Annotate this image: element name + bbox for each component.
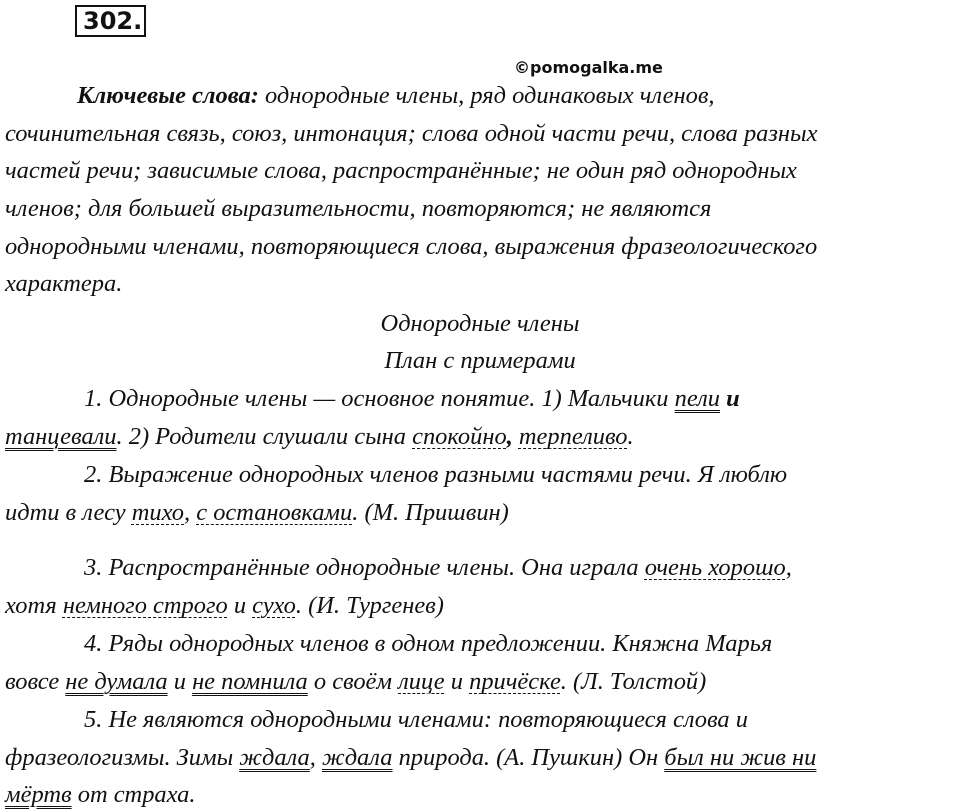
text-span: , — [785, 554, 792, 581]
underlined-word: очень хорошо — [644, 554, 786, 581]
text-span: , — [184, 499, 197, 526]
text-span: хотя — [5, 592, 63, 619]
text-span: природа. (А. Пушкин) Он — [392, 744, 665, 771]
keywords-label: Ключевые слова: — [77, 82, 259, 109]
underlined-word: спокойно — [412, 423, 507, 450]
plan-item-3-line-1 — [84, 554, 960, 582]
underlined-word: терпеливо — [518, 423, 628, 450]
text-span: вовсе — [5, 668, 66, 695]
text-span: . 2) Родители слушали сына — [116, 423, 413, 450]
underlined-word: мёртв — [5, 781, 72, 808]
text-span: , — [309, 744, 322, 771]
keywords-line-3: частей речи; зависимые слова, распространённые; не один ряд однородных — [5, 157, 797, 184]
underlined-word: не помнила — [192, 668, 308, 695]
underlined-word: с остановками — [196, 499, 353, 526]
plan-item-2-line-2 — [5, 499, 960, 527]
text-span: от страха. — [71, 781, 196, 808]
text-span: фразеологизмы. Зимы — [5, 744, 240, 771]
keywords-line-5: однородными членами, повторяющиеся слова, выражения фразеологического — [5, 233, 818, 260]
text-span: . (Л. Толстой) — [560, 668, 707, 695]
keywords-line-2: сочинительная связь, союз, интонация; слова одной части речи, слова разных — [5, 120, 818, 147]
text-span: и — [444, 668, 470, 695]
underlined-word: не думала — [65, 668, 168, 695]
text-span: и — [227, 592, 253, 619]
underlined-word: ждала — [239, 744, 310, 771]
plan-item-1-line-1 — [84, 385, 960, 413]
comma: , — [506, 423, 513, 450]
watermark: ©pomogalka.me — [514, 58, 663, 77]
conjunction: и — [726, 385, 740, 412]
text-span: идти в лесу — [5, 499, 132, 526]
text-span: . — [627, 423, 634, 450]
plan-item-4-line-2 — [5, 668, 960, 696]
underlined-word: причёске — [469, 668, 561, 695]
keywords-line-6: характера. — [5, 270, 123, 297]
text-span: 3. Распространённые однородные члены. Она играла — [84, 554, 645, 581]
keywords-text: однородные члены, ряд одинаковых членов, — [258, 82, 715, 109]
plan-item-1-line-2 — [5, 423, 960, 451]
plan-item-4-line-1: 4. Ряды однородных членов в одном предложении. Княжна Марья — [84, 630, 773, 657]
text-span: . (М. Пришвин) — [352, 499, 509, 526]
plan-item-3-line-2 — [5, 592, 960, 620]
text-span: . (И. Тургенев) — [295, 592, 444, 619]
heading-title: Однородные члены — [380, 310, 580, 337]
underlined-word: сухо — [252, 592, 296, 619]
plan-item-2-line-1: 2. Выражение однородных членов разными частями речи. Я люблю — [84, 461, 788, 488]
text-span: о своём — [307, 668, 399, 695]
plan-item-5-line-1: 5. Не являются однородными членами: повторяющиеся слова и — [84, 706, 748, 733]
underlined-word: был ни жив ни — [664, 744, 817, 771]
plan-item-5-line-3 — [5, 781, 960, 809]
underlined-word: ждала — [321, 744, 393, 771]
exercise-number: 302. — [75, 5, 146, 37]
text-span: 1. Однородные члены — основное понятие. 1) Мальчики — [84, 385, 675, 412]
underlined-word: лице — [398, 668, 445, 695]
keywords-line-1 — [77, 82, 960, 110]
underlined-word: тихо — [131, 499, 185, 526]
underlined-word: немного строго — [62, 592, 228, 619]
text-span: и — [167, 668, 193, 695]
keywords-line-4: членов; для большей выразительности, повторяются; не являются — [5, 195, 712, 222]
heading-subtitle: План с примерами — [384, 347, 576, 374]
underlined-word: танцевали — [5, 423, 117, 450]
underlined-word: пели — [674, 385, 720, 412]
plan-item-5-line-2 — [5, 744, 960, 772]
